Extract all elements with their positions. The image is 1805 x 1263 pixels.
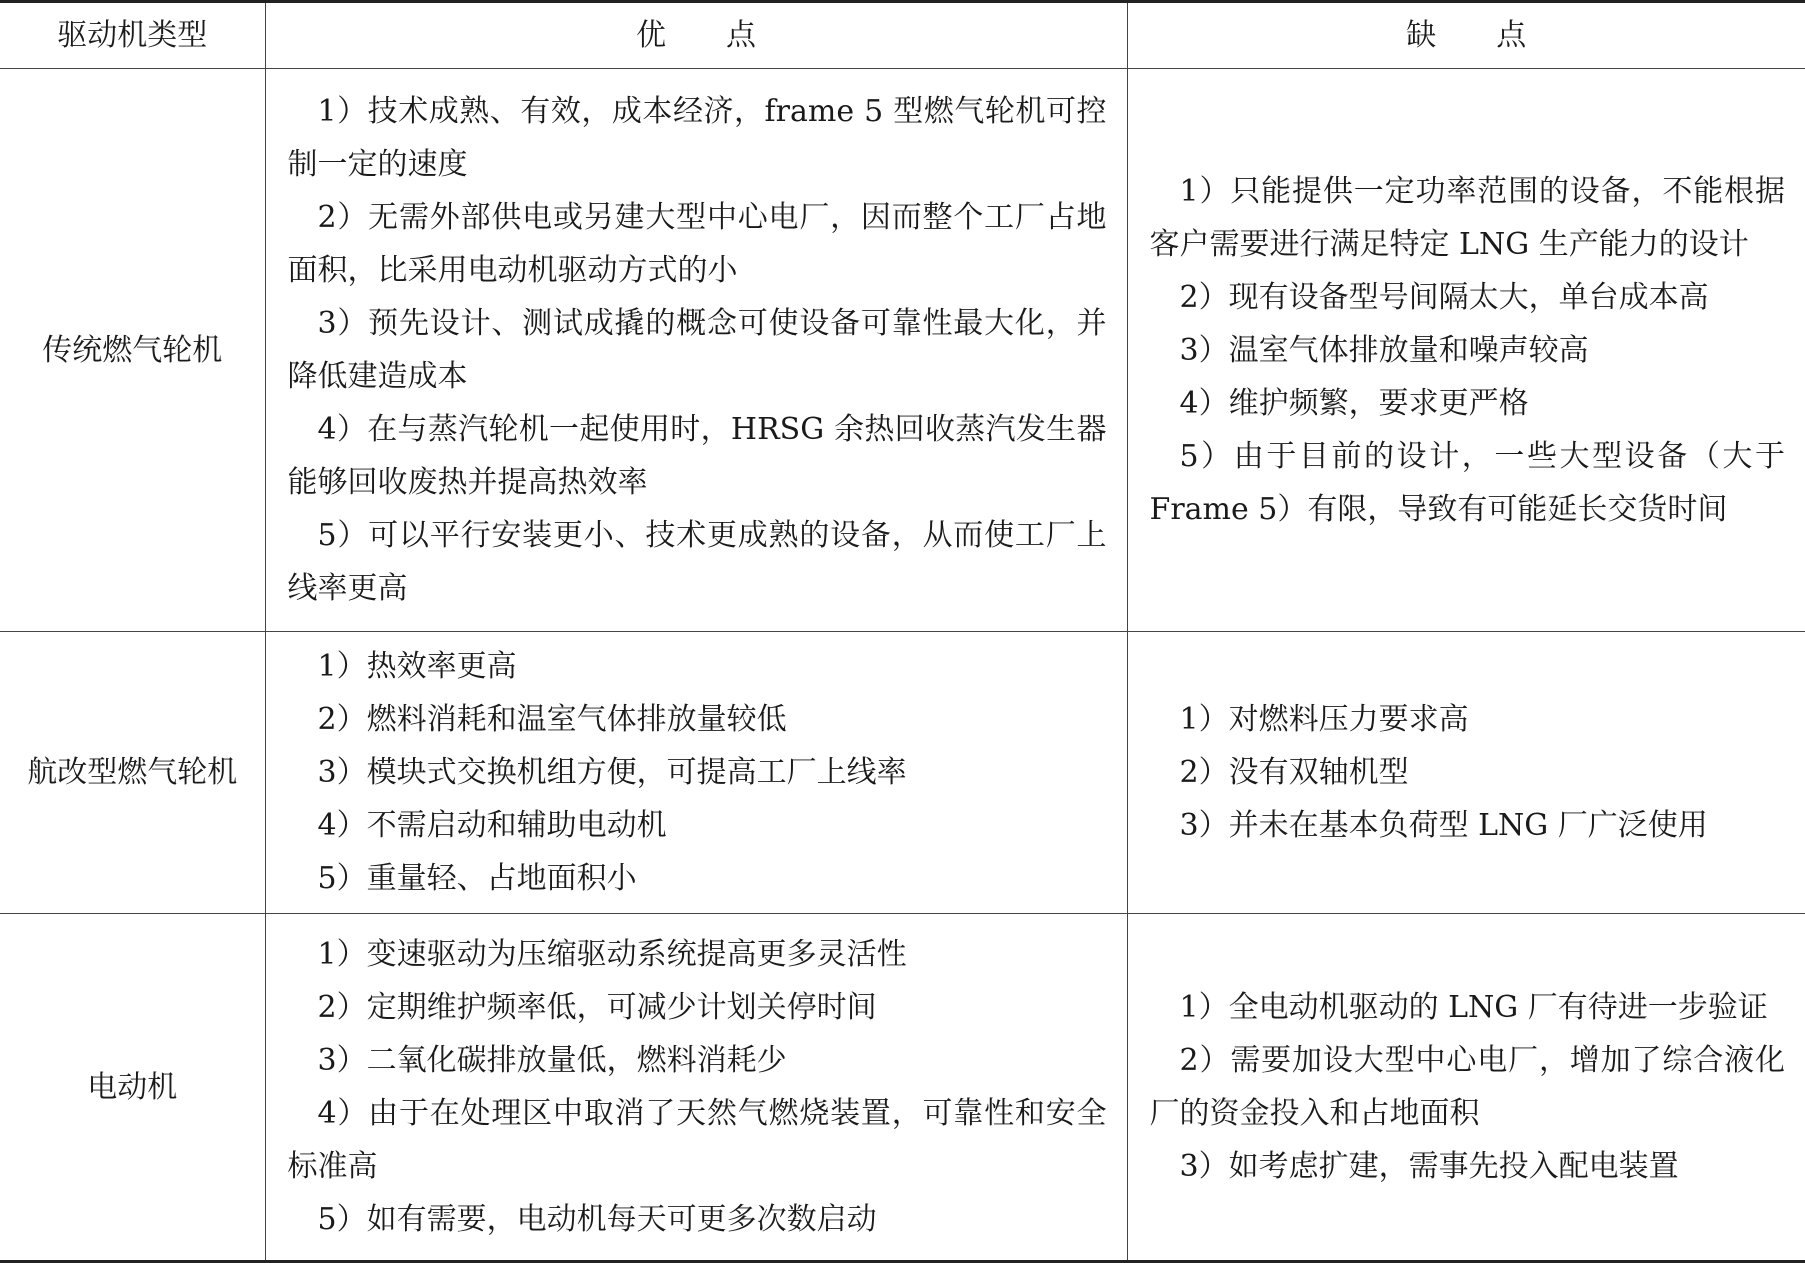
pros-cell: [265, 914, 1127, 1262]
pros-item: 5）如有需要，电动机每天可更多次数启动: [317, 1202, 877, 1237]
driver-type-cell: 电动机: [0, 914, 265, 1262]
cons-item: 3）并未在基本负荷型 LNG 厂广泛使用: [1179, 808, 1708, 843]
cons-item: 1）对燃料压力要求高: [1179, 702, 1469, 737]
pros-item: 5）重量轻、占地面积小: [317, 861, 637, 896]
pros-item: 3）二氧化碳排放量低，燃料消耗少: [317, 1043, 787, 1078]
pros-cell: [265, 632, 1127, 914]
cons-item: 1）只能提供一定功率范围的设备，不能根据客户需要进行满足特定 LNG 生产能力的设计: [1149, 173, 1785, 262]
pros-item: 1）变速驱动为压缩驱动系统提高更多灵活性: [317, 937, 907, 972]
driver-type-cell: 航改型燃气轮机: [0, 632, 265, 914]
pros-item: 3）预先设计、测试成撬的概念可使设备可靠性最大化，并降低建造成本: [287, 306, 1107, 394]
pros-item: 2）定期维护频率低，可减少计划关停时间: [317, 990, 877, 1025]
table-header: [0, 2, 1805, 69]
cons-cell: [1127, 69, 1805, 632]
pros-item: 2）燃料消耗和温室气体排放量较低: [317, 702, 787, 737]
cons-item: 3）如考虑扩建，需事先投入配电装置: [1179, 1149, 1679, 1184]
pros-item: 4）由于在处理区中取消了天然气燃烧装置，可靠性和安全标准高: [287, 1096, 1107, 1184]
cons-cell: [1127, 632, 1805, 914]
cons-item: 5）由于目前的设计，一些大型设备（大于 Frame 5）有限，导致有可能延长交货时间: [1149, 438, 1785, 527]
cons-item: 2）没有双轴机型: [1179, 755, 1409, 790]
cons-item: 3）温室气体排放量和噪声较高: [1179, 332, 1589, 368]
pros-item: 1）技术成熟、有效，成本经济，frame 5 型燃气轮机可控制一定的速度: [287, 94, 1107, 182]
cons-item: 1）全电动机驱动的 LNG 厂有待进一步验证: [1179, 990, 1768, 1025]
pros-item: 4）不需启动和辅助电动机: [317, 808, 667, 843]
pros-item: 4）在与蒸汽轮机一起使用时，HRSG 余热回收蒸汽发生器能够回收废热并提高热效率: [287, 412, 1107, 500]
cons-item: 4）维护频繁，要求更严格: [1179, 385, 1529, 421]
pros-cell: [265, 69, 1127, 632]
pros-item: 3）模块式交换机组方便，可提高工厂上线率: [317, 755, 907, 790]
pros-item: 1）热效率更高: [317, 649, 517, 684]
cons-cell: [1127, 914, 1805, 1262]
driver-type-cell: 传统燃气轮机: [0, 69, 265, 632]
header-pros: 优 点: [265, 2, 1127, 69]
header-row: [0, 2, 1805, 69]
cons-item: 2）现有设备型号间隔太大，单台成本高: [1179, 279, 1709, 315]
table-row: [0, 632, 1805, 914]
header-type: 驱动机类型: [0, 2, 265, 69]
table-row: [0, 914, 1805, 1262]
header-cons: 缺 点: [1127, 2, 1805, 69]
pros-item: 2）无需外部供电或另建大型中心电厂，因而整个工厂占地面积，比采用电动机驱动方式的小: [287, 200, 1107, 288]
pros-item: 5）可以平行安装更小、技术更成熟的设备，从而使工厂上线率更高: [287, 518, 1107, 606]
table-body: [0, 69, 1805, 1262]
cons-item: 2）需要加设大型中心电厂，增加了综合液化厂的资金投入和占地面积: [1149, 1043, 1785, 1131]
table-row: [0, 69, 1805, 632]
